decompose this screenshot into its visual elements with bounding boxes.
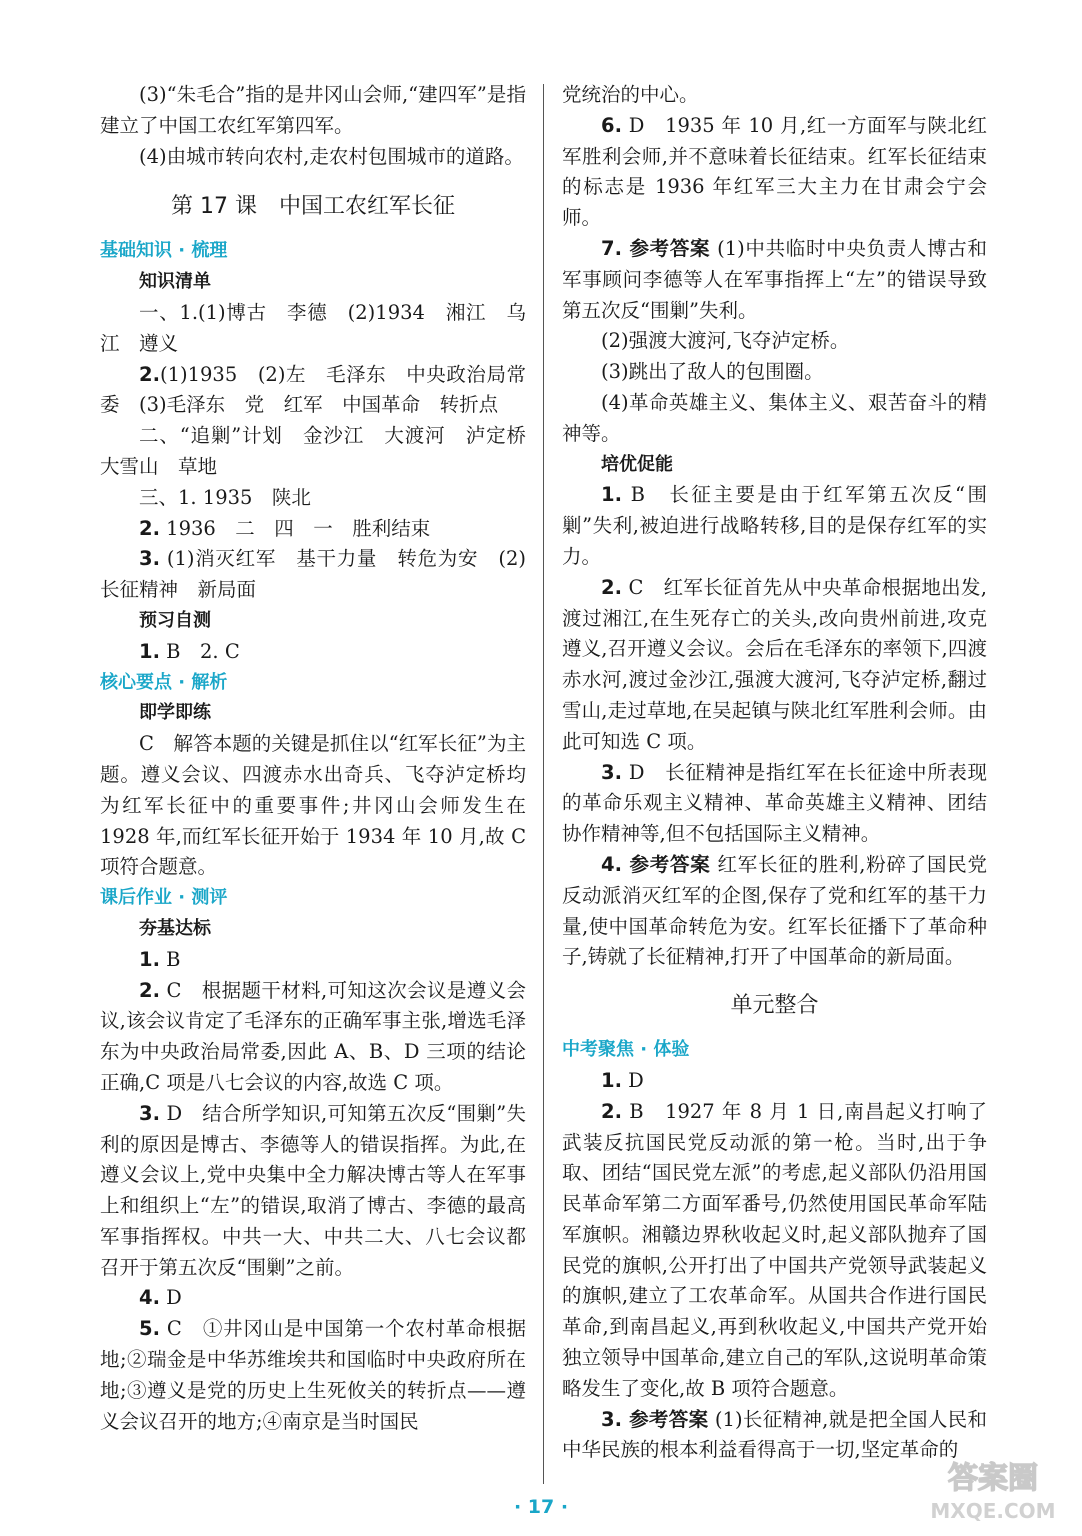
- answer-text: (1)消灭红军 基干力量 转危为安 (2)长征精神 新局面: [100, 547, 526, 602]
- answer-paragraph: [562, 480, 987, 572]
- answer-text: 1936 二 四 一 胜利结束: [159, 516, 431, 540]
- watermark-url: MXQE.COM: [930, 1499, 1056, 1523]
- answer-text: D 1935 年 10 月,红一方面军与陕北红军胜利会师,并不意味着长征结束。红军长征结束的标志是 1936 年红军三大主力在甘肃会宁会师。: [562, 113, 987, 230]
- lesson-title: 第 17 课 中国工农红军长征: [171, 194, 455, 220]
- answer-text: (1)1935 (2)左 毛泽东 中央政治局常委 (3)毛泽东 党 红军 中国革命 转折点: [100, 362, 526, 417]
- answer-text: C 红军长征首先从中央革命根据地出发,渡过湘江,在生死存亡的关头,改向贵州前进,攻克遵义,召开遵义会议。会后在毛泽东的率领下,四渡赤水河,渡过金沙江,强渡大渡河,飞夺泸定桥,翻过雪山,走过草地,在吴起镇与陕北红军胜利会师。由此可知选 C 项。: [562, 575, 987, 753]
- answer-paragraph: [562, 1066, 987, 1097]
- answer-paragraph: [562, 850, 987, 973]
- answer-number: 2.: [139, 978, 160, 1002]
- subsection-heading: 预习自测: [139, 609, 211, 631]
- answer-paragraph: [562, 80, 987, 111]
- answer-number: 1.: [601, 483, 622, 507]
- answer-text: (4)由城市转向农村,走农村包围城市的道路。: [139, 144, 524, 168]
- section-heading: 核心要点 · 解析: [100, 671, 228, 693]
- answer-paragraph: [562, 234, 987, 326]
- answer-text: 二、“追剿”计划 金沙江 大渡河 泸定桥 大雪山 草地: [100, 424, 546, 478]
- answer-text: 一、1.(1)博古 李德 (2)1934 湘江 乌江 遵义: [100, 300, 526, 355]
- column-divider: [543, 84, 544, 1484]
- answer-number: 3.: [601, 760, 622, 784]
- answer-text: 党统治的中心。: [562, 83, 699, 106]
- answer-text: D: [621, 1068, 644, 1092]
- answer-paragraph: [100, 544, 526, 606]
- answer-number: 2.: [601, 1099, 622, 1123]
- answer-text: D 结合所学知识,可知第五次反“围剿”失利的原因是博古、李德等人的错误指挥。为此,在遵义会议上,党中央集中全力解决博古等人在军事上和组织上“左”的错误,取消了博古、李德的最高军事指挥权。中共一大、中共二大、八七会议都召开于第五次反“围剿”之前。: [100, 1101, 526, 1279]
- answer-paragraph: [100, 729, 526, 883]
- answer-text: B 1927 年 8 月 1 日,南昌起义打响了武装反抗国民党反动派的第一枪。当时,出于争取、团结“国民党左派”的考虑,起义部队仍沿用国民革命军第二方面军番号,仍然使用国民革命军陆军旗帜。湘赣边界秋收起义时,起义部队抛弃了国民党的旗帜,公开打出了中国共产党领导武装起义的旗帜,建立了工农革命军。从国共合作进行国民革命,到南昌起义,再到秋收起义,中国共产党开始独立领导中国革命,建立自己的军队,这说明革命策略发生了变化,故 B 项符合题意。: [562, 1099, 987, 1400]
- answer-number: 3. 参考答案: [601, 1407, 709, 1431]
- answer-text: 红军长征的胜利,粉碎了国民党反动派消灭红军的企图,保存了党和红军的基干力量,使中国革命转危为安。红军长征播下了革命种子,铸就了长征精神,打开了中国革命的新局面。: [562, 852, 988, 969]
- section-heading: 课后作业 · 测评: [100, 887, 228, 909]
- subsection-heading: 即学即练: [139, 702, 211, 724]
- subsection-heading: 知识清单: [139, 271, 211, 293]
- answer-number: 4. 参考答案: [601, 852, 711, 876]
- answer-text: C ①井冈山是中国第一个农村革命根据地;②瑞金是中华苏维埃共和国临时中央政府所在地;③遵义是党的历史上生死攸关的转折点——遵义会议召开的地方;④南京是当时国民: [100, 1317, 526, 1433]
- answer-number: 3.: [139, 547, 160, 571]
- answer-paragraph: [100, 142, 526, 173]
- answer-paragraph: [562, 573, 987, 758]
- answer-text: D: [159, 1286, 182, 1310]
- answer-paragraph: [562, 388, 987, 450]
- watermark-logo: [918, 1448, 1068, 1526]
- answer-paragraph: [562, 758, 987, 850]
- answer-number: 4.: [139, 1286, 160, 1310]
- answer-paragraph: [562, 357, 987, 388]
- answer-text: (4)革命英雄主义、集体主义、艰苦奋斗的精神等。: [562, 390, 987, 445]
- answer-paragraph: [100, 976, 526, 1099]
- subsection-heading: 夯基达标: [139, 917, 211, 939]
- answer-paragraph: [100, 421, 546, 483]
- answer-number: 6.: [601, 113, 622, 137]
- answer-text: (3)“朱毛合”指的是井冈山会师,“建四军”是指建立了中国工农红军第四军。: [100, 83, 526, 137]
- answer-paragraph: [100, 1099, 526, 1284]
- answer-number: 2.: [601, 575, 622, 599]
- answer-number: 3.: [139, 1101, 160, 1125]
- answer-number: 5.: [139, 1317, 160, 1341]
- section-heading: 中考聚焦 · 体验: [562, 1039, 690, 1061]
- answer-paragraph: [562, 111, 987, 234]
- answer-paragraph: [100, 80, 526, 142]
- unit-title: 单元整合: [730, 993, 819, 1019]
- answer-number: 1.: [139, 947, 160, 971]
- answer-text: (1)长征精神,就是把全国人民和中华民族的根本利益看得高于一切,坚定革命的: [562, 1407, 987, 1462]
- answer-paragraph: [100, 298, 526, 360]
- page-number: · 17 ·: [513, 1496, 569, 1518]
- answer-text: B 长征主要是由于红军第五次反“围剿”失利,被迫进行战略转移,目的是保存红军的实力。: [562, 483, 987, 568]
- answer-text: B 2. C: [159, 639, 240, 663]
- answer-paragraph: [100, 483, 526, 514]
- answer-text: C 解答本题的关键是抓住以“红军长征”为主题。遵义会议、四渡赤水出奇兵、飞夺泸定桥均为红军长征中的重要事件;井冈山会师发生在1928 年,而红军长征开始于 1934 年 10 月,故 C 项符合题意。: [100, 732, 526, 879]
- answer-number: 1.: [139, 639, 160, 663]
- left-column: [100, 80, 546, 1437]
- answer-text: (1)中共临时中央负责人博古和军事顾问李德等人在军事指挥上“左”的错误导致第五次反“围剿”失利。: [562, 236, 987, 322]
- subsection-heading: 培优促能: [601, 453, 673, 475]
- answer-paragraph: [100, 360, 526, 422]
- section-heading: 基础知识 · 梳理: [100, 240, 228, 262]
- answer-paragraph: [100, 637, 526, 668]
- right-column: [562, 80, 987, 1466]
- answer-paragraph: [562, 326, 987, 357]
- answer-number: 2.: [139, 516, 160, 540]
- watermark-text: 答案圈: [948, 1461, 1038, 1496]
- answer-text: D 长征精神是指红军在长征途中所表现的革命乐观主义精神、革命英雄主义精神、团结协作精神等,但不包括国际主义精神。: [562, 760, 987, 846]
- answer-paragraph: [100, 945, 526, 976]
- answer-text: (3)跳出了敌人的包围圈。: [601, 360, 824, 384]
- answer-text: B: [159, 947, 181, 971]
- answer-number: 2.: [139, 362, 160, 386]
- answer-number: 1.: [601, 1068, 622, 1092]
- answer-paragraph: [100, 1283, 526, 1314]
- answer-paragraph: [100, 1314, 526, 1437]
- answer-text: (2)强渡大渡河,飞夺泸定桥。: [601, 329, 850, 353]
- answer-paragraph: [100, 514, 526, 545]
- answer-text: 三、1. 1935 陕北: [139, 485, 311, 509]
- answer-text: C 根据题干材料,可知这次会议是遵义会议,该会议肯定了毛泽东的正确军事主张,增选毛泽东为中央政治局常委,因此 A、B、D 三项的结论正确,C 项是八七会议的内容,故选 C 项。: [100, 978, 526, 1094]
- answer-paragraph: [562, 1097, 987, 1405]
- answer-number: 7. 参考答案: [601, 236, 711, 260]
